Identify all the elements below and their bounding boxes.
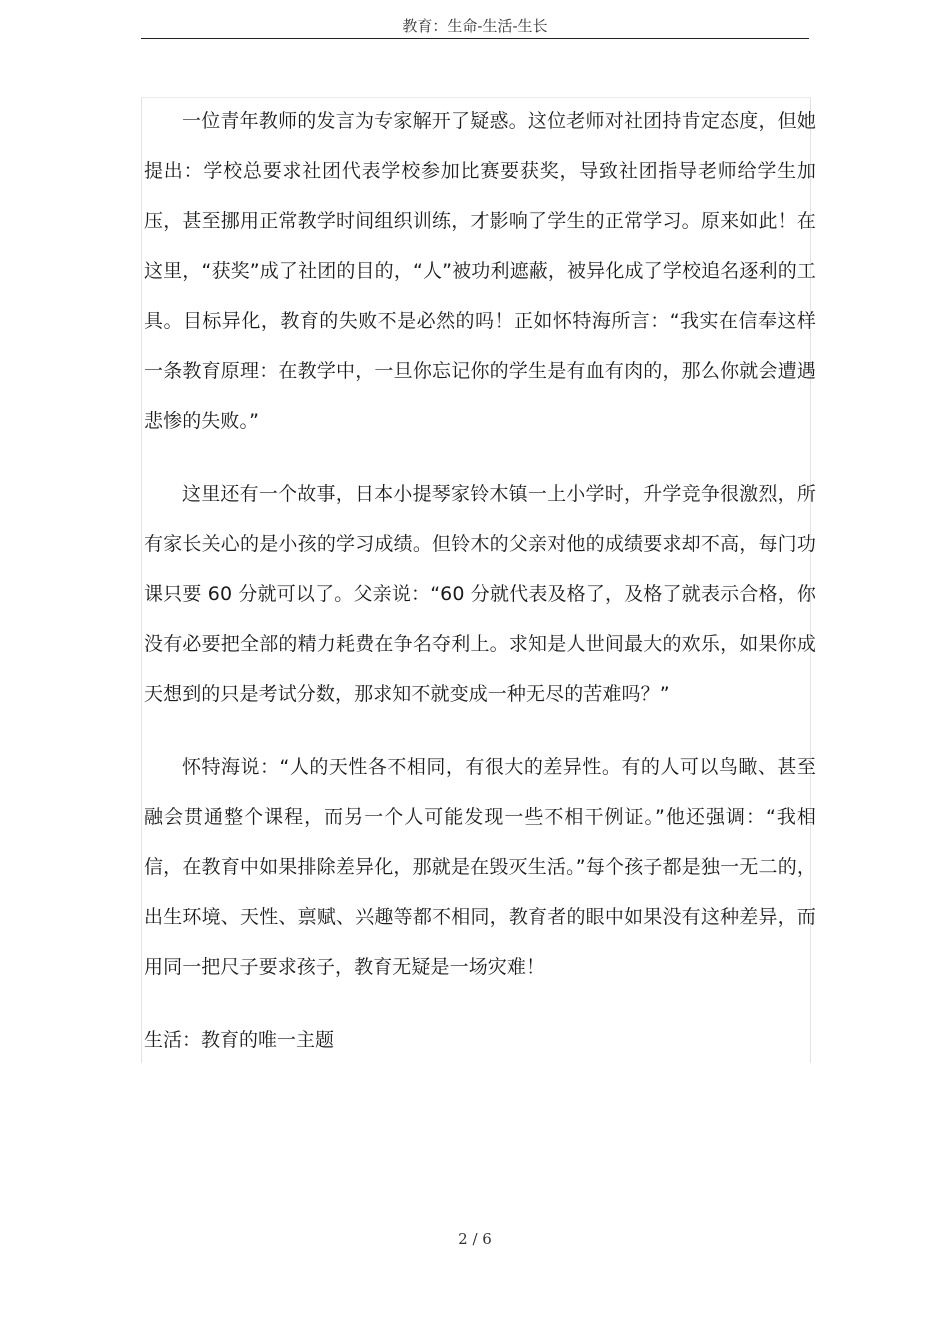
paragraph-gap — [144, 719, 816, 742]
paragraph-3: 怀特海说：“人的天性各不相同，有很大的差异性。有的人可以鸟瞰、甚至融会贯通整个课程，而另一个人可能发现一些不相干例证。”他还强调：“我相信，在教育中如果排除差异化，那就是在毁灭生活。”每个孩子都是独一无二的，出生环境、天性、禀赋、兴趣等都不相同，教育者的眼中如果没有这种差异，而用同一把尺子要求孩子，教育无疑是一场灾难！ — [144, 756, 816, 978]
paragraph-gap — [144, 446, 816, 469]
paragraph-2: 这里还有一个故事，日本小提琴家铃木镇一上小学时，升学竞争很激烈，所有家长关心的是小孩的学习成绩。但铃木的父亲对他的成绩要求却不高，每门功课只要 60 分就可以了。父亲说：“60 分就代表及格了，及格了就表示合格，你没有必要把全部的精力耗费在争名夺利上。求知是人世间最大的欢乐，如果你成天想到的只是考试分数，那求知不就变成一种无尽的苦难吗？” — [144, 483, 816, 705]
page-number: 2 / 6 — [458, 1230, 492, 1248]
page-header-title: 教育：生命-生活-生长 — [141, 16, 809, 39]
document-body — [144, 96, 816, 1065]
paragraph-gap — [144, 992, 816, 1015]
paragraph-1: 一位青年教师的发言为专家解开了疑惑。这位老师对社团持肯定态度，但她提出：学校总要求社团代表学校参加比赛要获奖，导致社团指导老师给学生加压，甚至挪用正常教学时间组织训练，才影响了学生的正常学习。原来如此！在这里，“获奖”成了社团的目的，“人”被功利遮蔽，被异化成了学校追名逐利的工具。目标异化，教育的失败不是必然的吗！正如怀特海所言：“我实在信奉这样一条教育原理：在教学中，一旦你忘记你的学生是有血有肉的，那么你就会遭遇悲惨的失败。” — [144, 110, 816, 432]
section-heading: 生活：教育的唯一主题 — [144, 1029, 335, 1051]
